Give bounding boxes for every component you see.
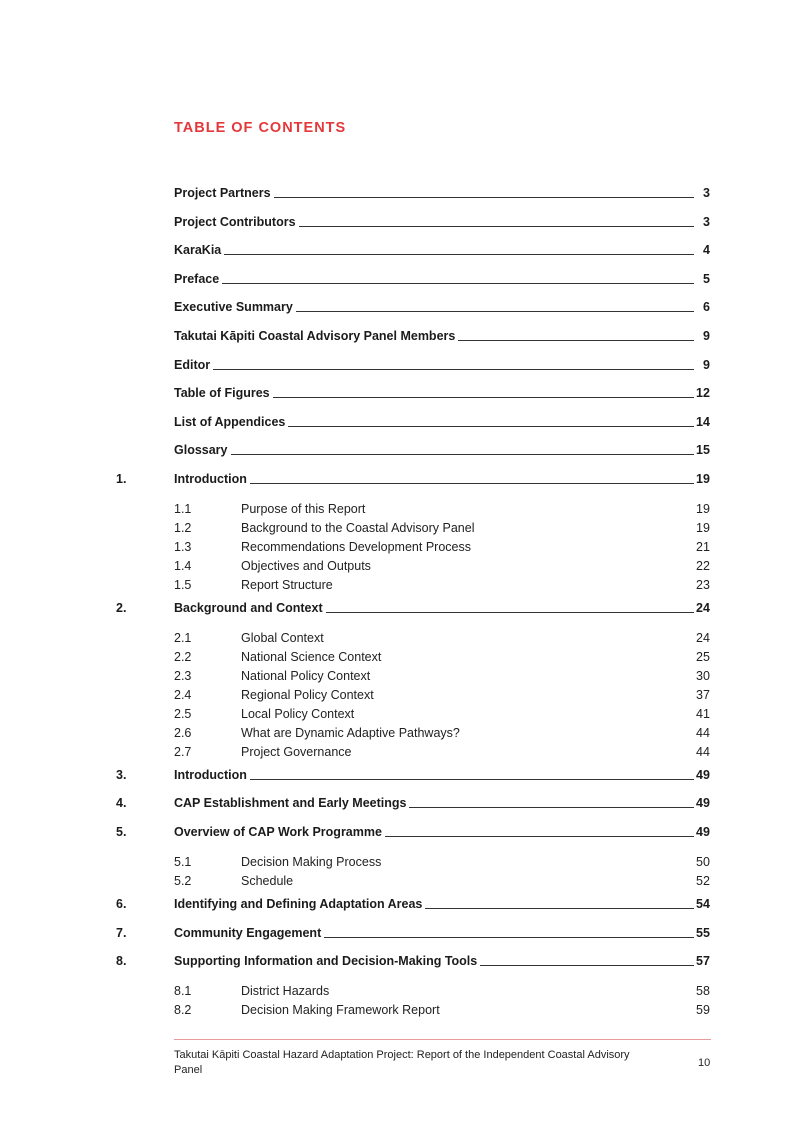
toc-subentry-page: 22 xyxy=(696,559,710,573)
toc-entry-page: 14 xyxy=(696,415,710,429)
toc-leader-line xyxy=(296,311,694,312)
toc-entry-number: 5. xyxy=(116,825,127,839)
toc-entry-number: 1. xyxy=(116,472,127,486)
toc-entry-page: 3 xyxy=(703,215,710,229)
toc-entry-label: Overview of CAP Work Programme xyxy=(174,825,382,839)
toc-subentry-number: 2.5 xyxy=(174,707,192,721)
toc-entry-label: CAP Establishment and Early Meetings xyxy=(174,796,407,810)
toc-entry-number: 8. xyxy=(116,954,127,968)
toc-subentry-number: 1.2 xyxy=(174,521,192,535)
toc-entry-label: Introduction xyxy=(174,472,247,486)
toc-subentry[interactable] xyxy=(0,539,806,556)
toc-subentry-number: 1.4 xyxy=(174,559,192,573)
toc-entry-label-wrap xyxy=(174,241,694,259)
toc-entry[interactable] xyxy=(0,895,806,913)
toc-subentry[interactable] xyxy=(0,1002,806,1019)
toc-subentry-page: 50 xyxy=(696,855,710,869)
toc-subentry-label: Regional Policy Context xyxy=(241,688,374,702)
toc-entry-label-wrap xyxy=(174,470,694,488)
toc-subentry-label: Purpose of this Report xyxy=(241,502,366,516)
toc-subentry-page: 41 xyxy=(696,707,710,721)
toc-entry-label: Introduction xyxy=(174,768,247,782)
toc-entry-page: 15 xyxy=(696,443,710,457)
toc-subentry-label: Background to the Coastal Advisory Panel xyxy=(241,521,475,535)
toc-subentry[interactable] xyxy=(0,873,806,890)
toc-entry[interactable] xyxy=(0,599,806,617)
toc-subentry[interactable] xyxy=(0,520,806,537)
toc-entry-page: 9 xyxy=(703,358,710,372)
toc-subentry[interactable] xyxy=(0,854,806,871)
toc-entry-label: Executive Summary xyxy=(174,300,293,314)
toc-leader-line xyxy=(299,226,694,227)
toc-subentry[interactable] xyxy=(0,558,806,575)
toc-subentry-label: District Hazards xyxy=(241,984,330,998)
toc-leader-line xyxy=(250,779,694,780)
toc-entry-number: 7. xyxy=(116,926,127,940)
toc-subentry-label: Decision Making Framework Report xyxy=(241,1003,440,1017)
toc-entry[interactable] xyxy=(0,184,806,202)
toc-entry[interactable] xyxy=(0,952,806,970)
toc-leader-line xyxy=(224,254,694,255)
toc-subentry-number: 2.3 xyxy=(174,669,192,683)
toc-entry-label-wrap xyxy=(174,794,694,812)
toc-entry-label: Editor xyxy=(174,358,211,372)
toc-subentry-number: 2.6 xyxy=(174,726,192,740)
toc-entry-label: Supporting Information and Decision-Making Tools xyxy=(174,954,478,968)
toc-subentry-label: Report Structure xyxy=(241,578,333,592)
toc-subentry[interactable] xyxy=(0,668,806,685)
toc-subentry-label: Project Governance xyxy=(241,745,352,759)
toc-entry-page: 12 xyxy=(696,386,710,400)
toc-subentry-number: 8.2 xyxy=(174,1003,192,1017)
toc-subentry-label: National Policy Context xyxy=(241,669,371,683)
toc-subentry[interactable] xyxy=(0,577,806,594)
toc-entry-number: 2. xyxy=(116,601,127,615)
toc-entry-label-wrap xyxy=(174,924,694,942)
toc-leader-line xyxy=(250,483,694,484)
toc-entry-label: Project Contributors xyxy=(174,215,296,229)
toc-entry-number: 6. xyxy=(116,897,127,911)
toc-entry[interactable] xyxy=(0,384,806,402)
toc-entry-page: 57 xyxy=(696,954,710,968)
toc-entry-page: 49 xyxy=(696,768,710,782)
toc-entry-label-wrap xyxy=(174,384,694,402)
toc-entry-label: Project Partners xyxy=(174,186,271,200)
toc-leader-line xyxy=(213,369,694,370)
toc-entry[interactable] xyxy=(0,924,806,942)
toc-entry[interactable] xyxy=(0,298,806,316)
toc-entry-page: 55 xyxy=(696,926,710,940)
toc-subentry-label: National Science Context xyxy=(241,650,382,664)
toc-subentry-page: 52 xyxy=(696,874,710,888)
toc-subentry-label: Global Context xyxy=(241,631,324,645)
toc-subentry[interactable] xyxy=(0,687,806,704)
toc-entry-page: 49 xyxy=(696,825,710,839)
toc-entry-label: Preface xyxy=(174,272,220,286)
toc-subentry-label: Objectives and Outputs xyxy=(241,559,371,573)
toc-subentry-page: 24 xyxy=(696,631,710,645)
toc-leader-line xyxy=(326,612,694,613)
toc-entry-page: 19 xyxy=(696,472,710,486)
toc-entry[interactable] xyxy=(0,470,806,488)
footer-text: Takutai Kāpiti Coastal Hazard Adaptation Project: Report of the Independent Coastal Advisory Panel xyxy=(174,1049,630,1076)
toc-entry-label: Glossary xyxy=(174,443,228,457)
toc-subentry-page: 21 xyxy=(696,540,710,554)
toc-entry-label: Identifying and Defining Adaptation Areas xyxy=(174,897,423,911)
toc-entry-page: 4 xyxy=(703,243,710,257)
toc-entry[interactable] xyxy=(0,413,806,431)
toc-entry-page: 24 xyxy=(696,601,710,615)
toc-leader-line xyxy=(273,397,694,398)
toc-entry-label-wrap xyxy=(174,270,694,288)
toc-entry-label-wrap xyxy=(174,823,694,841)
footer-rule xyxy=(174,1039,711,1040)
toc-subentry-page: 19 xyxy=(696,521,710,535)
toc-entry-label-wrap xyxy=(174,895,694,913)
footer-page-number: 10 xyxy=(698,1057,711,1069)
toc-entry[interactable] xyxy=(0,327,806,345)
toc-entry-label-wrap xyxy=(174,413,694,431)
toc-entry[interactable] xyxy=(0,766,806,784)
toc-subentry-number: 2.4 xyxy=(174,688,192,702)
toc-leader-line xyxy=(385,836,694,837)
toc-entry-page: 5 xyxy=(703,272,710,286)
toc-subentry-number: 1.5 xyxy=(174,578,192,592)
toc-subentry[interactable] xyxy=(0,649,806,666)
toc-leader-line xyxy=(458,340,694,341)
toc-leader-line xyxy=(288,426,694,427)
toc-entry-page: 6 xyxy=(703,300,710,314)
toc-leader-line xyxy=(409,807,694,808)
toc-entry-number: 3. xyxy=(116,768,127,782)
toc-entry-label: KaraKia xyxy=(174,243,222,257)
toc-subentry[interactable] xyxy=(0,630,806,647)
toc-entry-label: Background and Context xyxy=(174,601,323,615)
toc-subentry-label: Local Policy Context xyxy=(241,707,355,721)
toc-heading: TABLE OF CONTENTS xyxy=(174,120,347,136)
toc-entry-number: 4. xyxy=(116,796,127,810)
toc-subentry-number: 1.3 xyxy=(174,540,192,554)
toc-subentry-label: Recommendations Development Process xyxy=(241,540,471,554)
toc-entry[interactable] xyxy=(0,441,806,459)
toc-subentry[interactable] xyxy=(0,706,806,723)
toc-entry-label-wrap xyxy=(174,184,694,202)
toc-entry-label-wrap xyxy=(174,952,694,970)
toc-subentry-page: 44 xyxy=(696,745,710,759)
toc-entry-label-wrap xyxy=(174,298,694,316)
toc-entry[interactable] xyxy=(0,356,806,374)
toc-entry-label: List of Appendices xyxy=(174,415,286,429)
toc-entry-page: 9 xyxy=(703,329,710,343)
toc-subentry[interactable] xyxy=(0,501,806,518)
toc-subentry-number: 2.2 xyxy=(174,650,192,664)
toc-subentry-label: Schedule xyxy=(241,874,294,888)
toc-subentry[interactable] xyxy=(0,983,806,1000)
toc-entry-label: Table of Figures xyxy=(174,386,270,400)
toc-subentry-page: 30 xyxy=(696,669,710,683)
toc-entry-label-wrap xyxy=(174,441,694,459)
toc-subentry-label: What are Dynamic Adaptive Pathways? xyxy=(241,726,460,740)
toc-entry-label-wrap xyxy=(174,599,694,617)
toc-leader-line xyxy=(274,197,694,198)
toc-subentry[interactable] xyxy=(0,744,806,761)
toc-subentry-label: Decision Making Process xyxy=(241,855,382,869)
toc-entry[interactable] xyxy=(0,241,806,259)
toc-entry-page: 3 xyxy=(703,186,710,200)
toc-leader-line xyxy=(324,937,694,938)
toc-entry[interactable] xyxy=(0,823,806,841)
toc-subentry-page: 44 xyxy=(696,726,710,740)
toc-subentry-number: 2.7 xyxy=(174,745,192,759)
toc-subentry-number: 5.1 xyxy=(174,855,192,869)
toc-subentry-page: 37 xyxy=(696,688,710,702)
toc-entry-label-wrap xyxy=(174,356,694,374)
toc-subentry-page: 58 xyxy=(696,984,710,998)
toc-entry-label-wrap xyxy=(174,213,694,231)
toc-leader-line xyxy=(480,965,694,966)
toc-entry-label: Takutai Kāpiti Coastal Advisory Panel Members xyxy=(174,329,456,343)
toc-subentry-number: 1.1 xyxy=(174,502,192,516)
toc-entry-page: 49 xyxy=(696,796,710,810)
toc-entry[interactable] xyxy=(0,794,806,812)
toc-entry-label-wrap xyxy=(174,766,694,784)
toc-subentry-page: 19 xyxy=(696,502,710,516)
toc-subentry-page: 23 xyxy=(696,578,710,592)
toc-subentry-page: 25 xyxy=(696,650,710,664)
toc-entry-label: Community Engagement xyxy=(174,926,322,940)
toc-leader-line xyxy=(231,454,694,455)
toc-leader-line xyxy=(222,283,694,284)
toc-entry[interactable] xyxy=(0,213,806,231)
toc-subentry-number: 5.2 xyxy=(174,874,192,888)
toc-leader-line xyxy=(425,908,694,909)
toc-entry-label-wrap xyxy=(174,327,694,345)
toc-subentry[interactable] xyxy=(0,725,806,742)
toc-entry[interactable] xyxy=(0,270,806,288)
toc-subentry-page: 59 xyxy=(696,1003,710,1017)
toc-entry-page: 54 xyxy=(696,897,710,911)
toc-subentry-number: 2.1 xyxy=(174,631,192,645)
toc-subentry-number: 8.1 xyxy=(174,984,192,998)
